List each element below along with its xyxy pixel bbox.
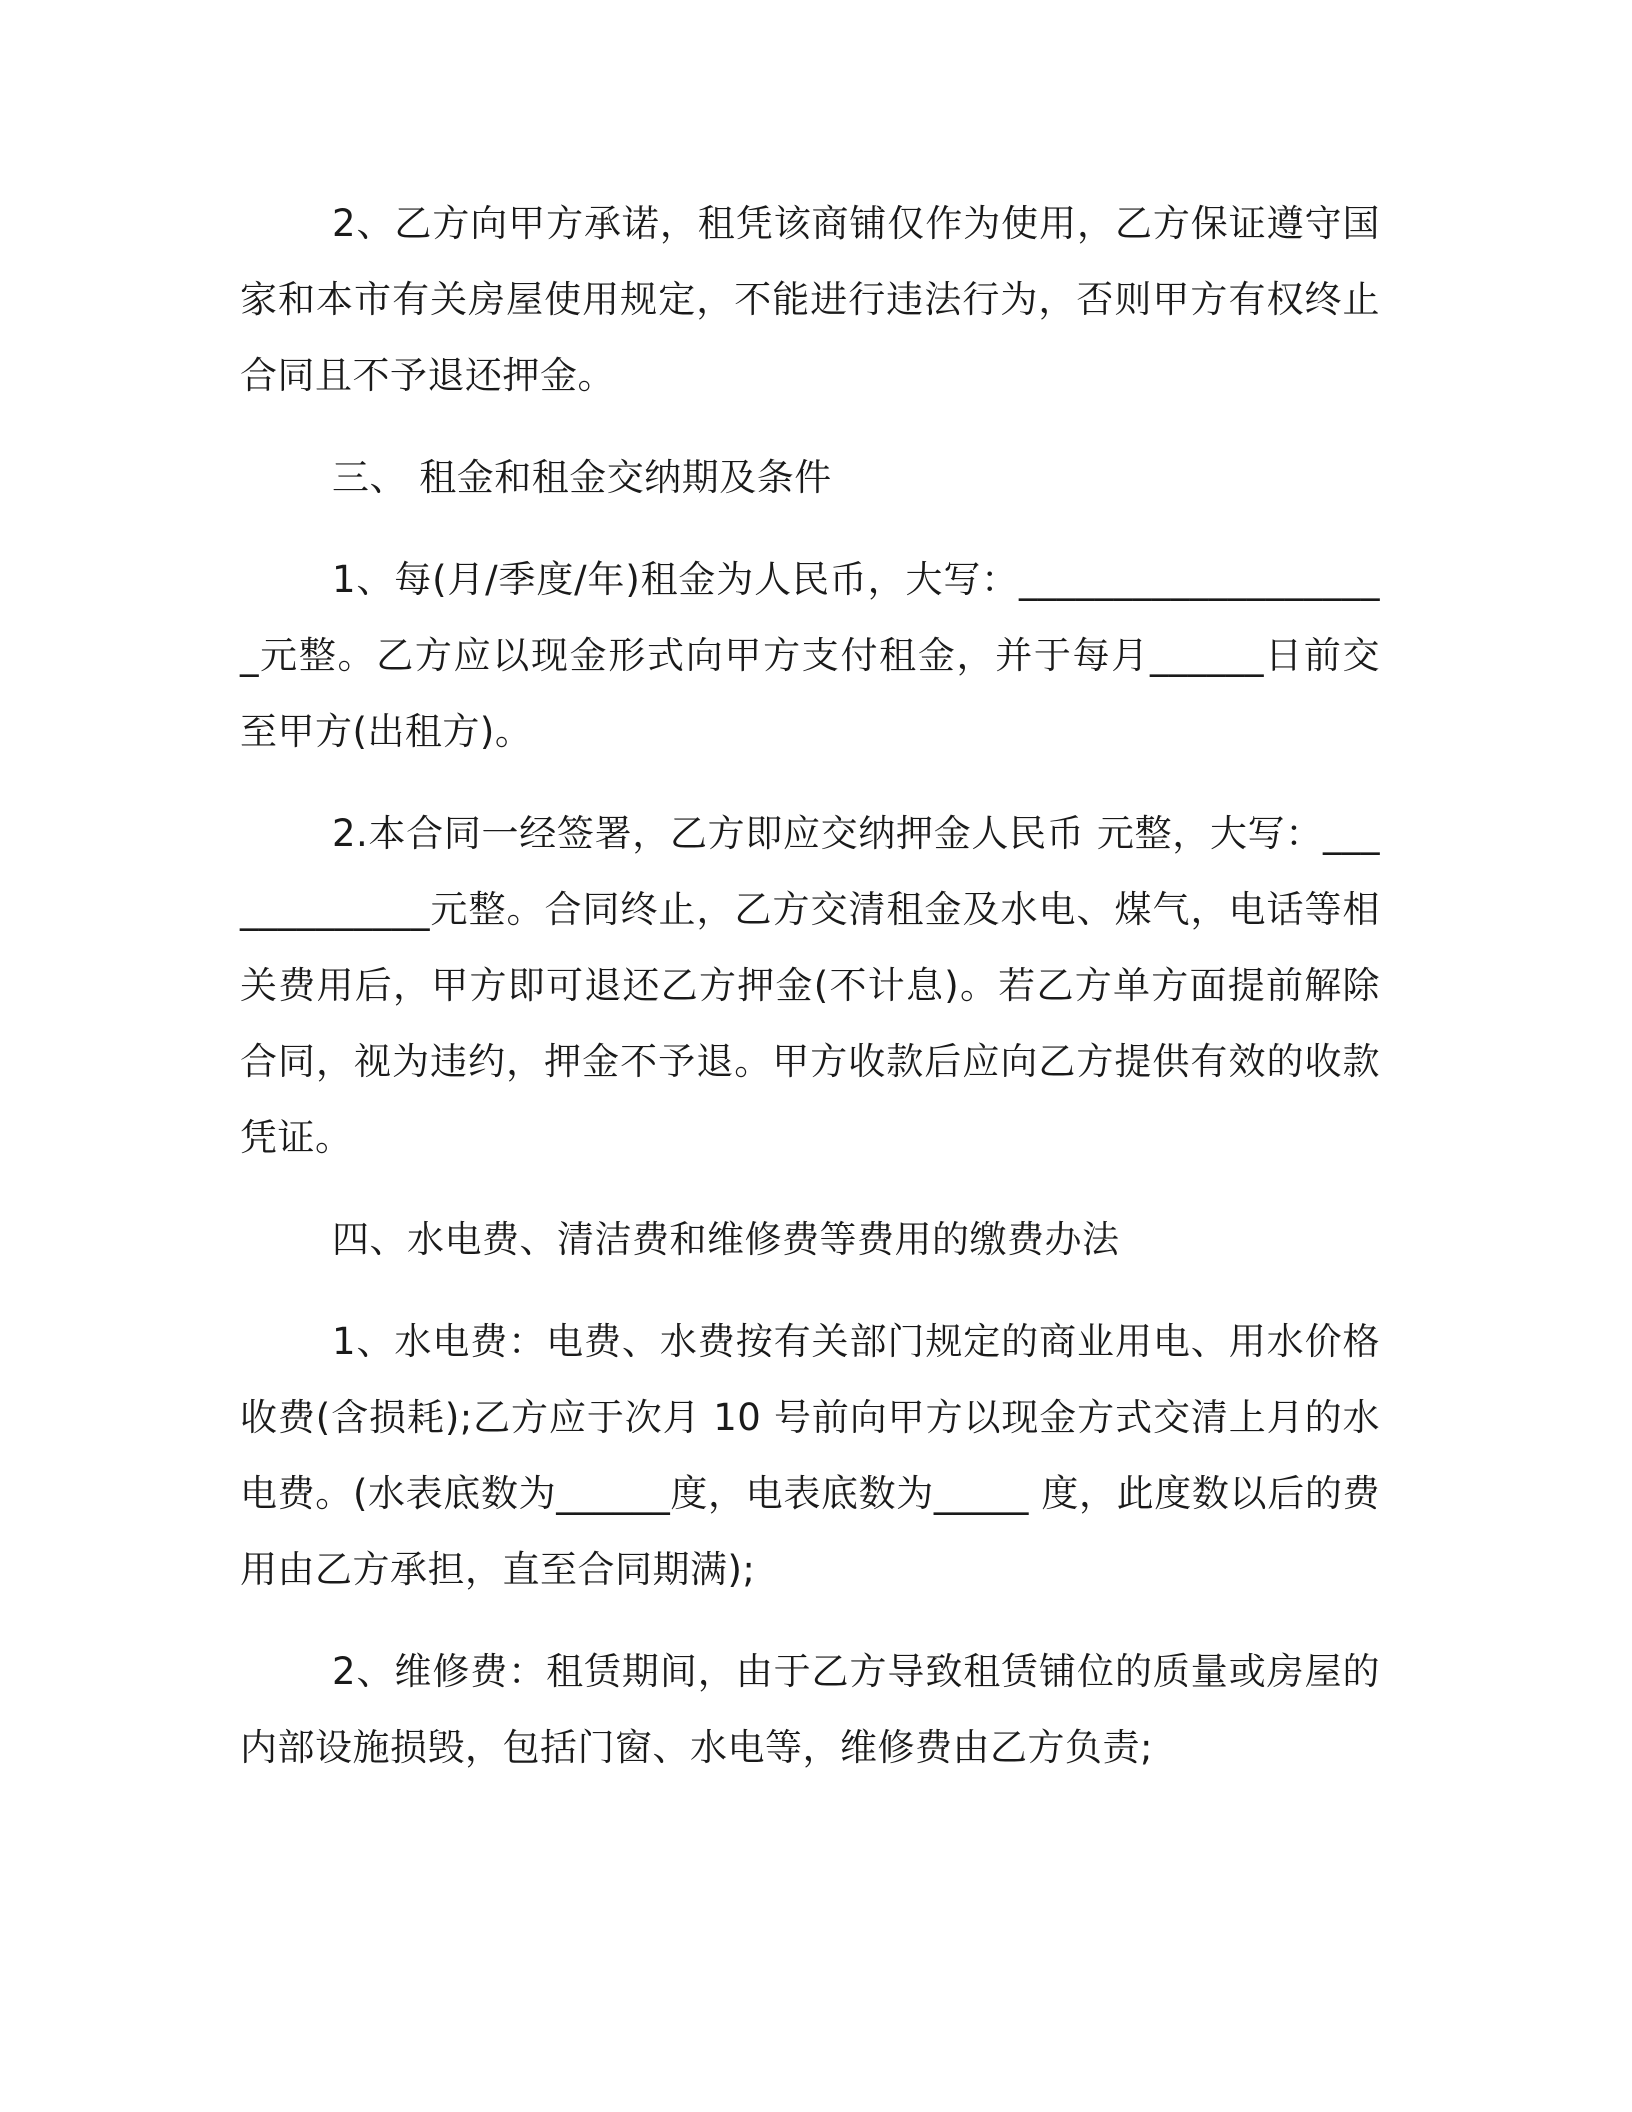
clause-2-tenant-commitment: 2、乙方向甲方承诺，租凭该商铺仅作为使用，乙方保证遵守国家和本市有关房屋使用规定，不能进行违法行为，否则甲方有权终止合同且不予退还押金。 <box>240 202 1380 397</box>
section-heading-fees: 四、水电费、清洁费和维修费等费用的缴费办法 <box>332 1218 1120 1261</box>
document-body <box>240 186 1380 1812</box>
clause-utilities-fee: 1、水电费：电费、水费按有关部门规定的商业用电、用水价格收费(含损耗);乙方应于次月 10 号前向甲方以现金方式交清上月的水电费。(水表底数为______度，电表底数为_____ 度，此度数以后的费用由乙方承担，直至合同期满); <box>240 1320 1380 1591</box>
section-heading-rent-terms: 三、 租金和租金交纳期及条件 <box>332 456 832 499</box>
clause-rent-amount: 1、每(月/季度/年)租金为人民币，大写：____________________元整。乙方应以现金形式向甲方支付租金，并于每月______日前交至甲方(出租方)。 <box>240 558 1380 753</box>
clause-maintenance-fee: 2、维修费：租赁期间，由于乙方导致租赁铺位的质量或房屋的内部设施损毁，包括门窗、水电等，维修费由乙方负责; <box>240 1650 1380 1769</box>
clause-deposit: 2.本合同一经签署，乙方即应交纳押金人民币 元整，大写：_____________元整。合同终止，乙方交清租金及水电、煤气，电话等相关费用后，甲方即可退还乙方押金(不计息)。若乙方单方面提前解除合同，视为违约，押金不予退。甲方收款后应向乙方提供有效的收款凭证。 <box>240 812 1380 1159</box>
